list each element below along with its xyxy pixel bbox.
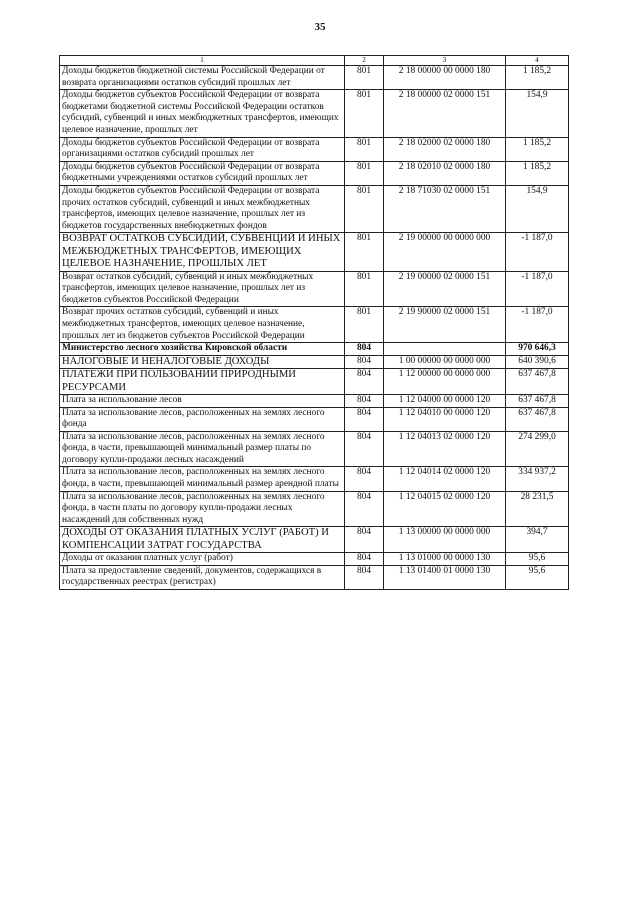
row-kbk: 1 12 00000 00 0000 000 [384,369,506,395]
row-amount: 274 299,0 [506,431,569,467]
table-row [60,90,569,137]
row-kbk: 1 12 04014 02 0000 120 [384,467,506,491]
table-row [60,66,569,90]
row-name: ВОЗВРАТ ОСТАТКОВ СУБСИДИЙ, СУБВЕНЦИЙ И ИНЫХ МЕЖБЮДЖЕТНЫХ ТРАНСФЕРТОВ, ИМЕЮЩИХ ЦЕЛЕВОЕ НАЗНАЧЕНИЕ, ПРОШЛЫХ ЛЕТ [60,233,345,271]
row-amount: 28 231,5 [506,491,569,527]
row-name: Плата за использование лесов [60,394,345,407]
row-amount: 637 467,8 [506,407,569,431]
row-amount: 154,9 [506,90,569,137]
row-amount: 95,6 [506,553,569,566]
row-code: 801 [345,185,384,232]
table-row [60,369,569,395]
row-amount: -1 187,0 [506,233,569,271]
row-kbk: 2 19 90000 02 0000 151 [384,307,506,343]
header-amount: 4 [506,56,569,66]
row-amount: 95,6 [506,565,569,589]
row-code: 801 [345,90,384,137]
row-name: ДОХОДЫ ОТ ОКАЗАНИЯ ПЛАТНЫХ УСЛУГ (РАБОТ) И КОМПЕНСАЦИИ ЗАТРАТ ГОСУДАРСТВА [60,527,345,553]
row-amount: -1 187,0 [506,307,569,343]
table-header-row [60,56,569,66]
row-amount: 640 390,6 [506,355,569,368]
table-row [60,137,569,161]
row-kbk: 1 13 01400 01 0000 130 [384,565,506,589]
row-code: 801 [345,137,384,161]
row-kbk: 2 19 00000 02 0000 151 [384,271,506,307]
table-row [60,307,569,343]
row-code: 804 [345,467,384,491]
header-kbk: 3 [384,56,506,66]
table-row [60,185,569,232]
row-kbk: 2 18 00000 00 0000 180 [384,66,506,90]
table-row [60,431,569,467]
row-name: Министерство лесного хозяйства Кировской области [60,343,345,356]
row-amount: 1 185,2 [506,161,569,185]
row-code: 804 [345,431,384,467]
row-kbk: 2 18 02000 02 0000 180 [384,137,506,161]
row-kbk: 1 13 00000 00 0000 000 [384,527,506,553]
row-amount: 1 185,2 [506,66,569,90]
row-code: 801 [345,66,384,90]
row-code: 801 [345,233,384,271]
row-code: 804 [345,407,384,431]
page-number: 35 [314,21,326,33]
row-name: Доходы бюджетов субъектов Российской Федерации от возврата бюджетами бюджетной системы Российской Федерации остатков субсидий, субвенций и иных межбюджетных трансфертов, имеющих целевое назначение, прошлых лет [60,90,345,137]
row-kbk: 1 12 04013 02 0000 120 [384,431,506,467]
row-name: ПЛАТЕЖИ ПРИ ПОЛЬЗОВАНИИ ПРИРОДНЫМИ РЕСУРСАМИ [60,369,345,395]
row-kbk: 1 12 04015 02 0000 120 [384,491,506,527]
table-row [60,233,569,271]
row-code: 804 [345,553,384,566]
header-name: 1 [60,56,345,66]
row-amount: 637 467,8 [506,369,569,395]
table-row [60,553,569,566]
row-name: Плата за использование лесов, расположенных на землях лесного фонда [60,407,345,431]
row-name: Доходы от оказания платных услуг (работ) [60,553,345,566]
table-row [60,527,569,553]
row-amount: 970 646,3 [506,343,569,356]
table-row [60,355,569,368]
row-name: Доходы бюджетов субъектов Российской Федерации от возврата прочих остатков субсидий, субвенций и иных межбюджетных трансфертов, имеющих целевое назначение, прошлых лет из бюджетов государственных внебюджетных фондов [60,185,345,232]
row-name: Плата за использование лесов, расположенных на землях лесного фонда, в части платы по договору купли-продажи лесных насаждений для собственных нужд [60,491,345,527]
row-kbk: 1 00 00000 00 0000 000 [384,355,506,368]
row-name: Возврат прочих остатков субсидий, субвенций и иных межбюджетных трансфертов, имеющих целевое назначение, прошлых лет из бюджетов субъектов Российской Федерации [60,307,345,343]
table-row [60,467,569,491]
row-code: 804 [345,355,384,368]
table-row [60,407,569,431]
row-amount: -1 187,0 [506,271,569,307]
row-name: НАЛОГОВЫЕ И НЕНАЛОГОВЫЕ ДОХОДЫ [60,355,345,368]
row-kbk: 1 12 04010 00 0000 120 [384,407,506,431]
row-code: 801 [345,307,384,343]
row-code: 801 [345,271,384,307]
row-kbk: 2 18 02010 02 0000 180 [384,161,506,185]
row-code: 804 [345,527,384,553]
table-row [60,343,569,356]
row-code: 804 [345,369,384,395]
row-name: Плата за использование лесов, расположенных на землях лесного фонда, в части, превышающей минимальный размер платы по договору купли-продажи лесных насаждений [60,431,345,467]
row-kbk [384,343,506,356]
table-row [60,161,569,185]
table-row [60,565,569,589]
row-name: Доходы бюджетов бюджетной системы Российской Федерации от возврата организациями остатков субсидий прошлых лет [60,66,345,90]
row-code: 801 [345,161,384,185]
row-amount: 1 185,2 [506,137,569,161]
row-kbk: 1 12 04000 00 0000 120 [384,394,506,407]
table-row [60,491,569,527]
row-name: Возврат остатков субсидий, субвенций и иных межбюджетных трансфертов, имеющих целевое назначение, прошлых лет из бюджетов субъектов Российской Федерации [60,271,345,307]
row-code: 804 [345,343,384,356]
row-kbk: 2 18 71030 02 0000 151 [384,185,506,232]
row-amount: 637 467,8 [506,394,569,407]
row-kbk: 1 13 01000 00 0000 130 [384,553,506,566]
row-name: Доходы бюджетов субъектов Российской Федерации от возврата организациями остатков субсидий прошлых лет [60,137,345,161]
row-code: 804 [345,394,384,407]
income-table [59,55,569,590]
table-row [60,271,569,307]
row-name: Доходы бюджетов субъектов Российской Федерации от возврата бюджетными учреждениями остатков субсидий прошлых лет [60,161,345,185]
row-kbk: 2 19 00000 00 0000 000 [384,233,506,271]
row-name: Плата за использование лесов, расположенных на землях лесного фонда, в части, превышающей минимальный размер арендной платы [60,467,345,491]
table-row [60,394,569,407]
row-amount: 394,7 [506,527,569,553]
row-amount: 154,9 [506,185,569,232]
row-code: 804 [345,491,384,527]
table-body [60,66,569,590]
row-amount: 334 937,2 [506,467,569,491]
row-code: 804 [345,565,384,589]
header-code: 2 [345,56,384,66]
row-kbk: 2 18 00000 02 0000 151 [384,90,506,137]
row-name: Плата за предоставление сведений, документов, содержащихся в государственных реестрах (регистрах) [60,565,345,589]
